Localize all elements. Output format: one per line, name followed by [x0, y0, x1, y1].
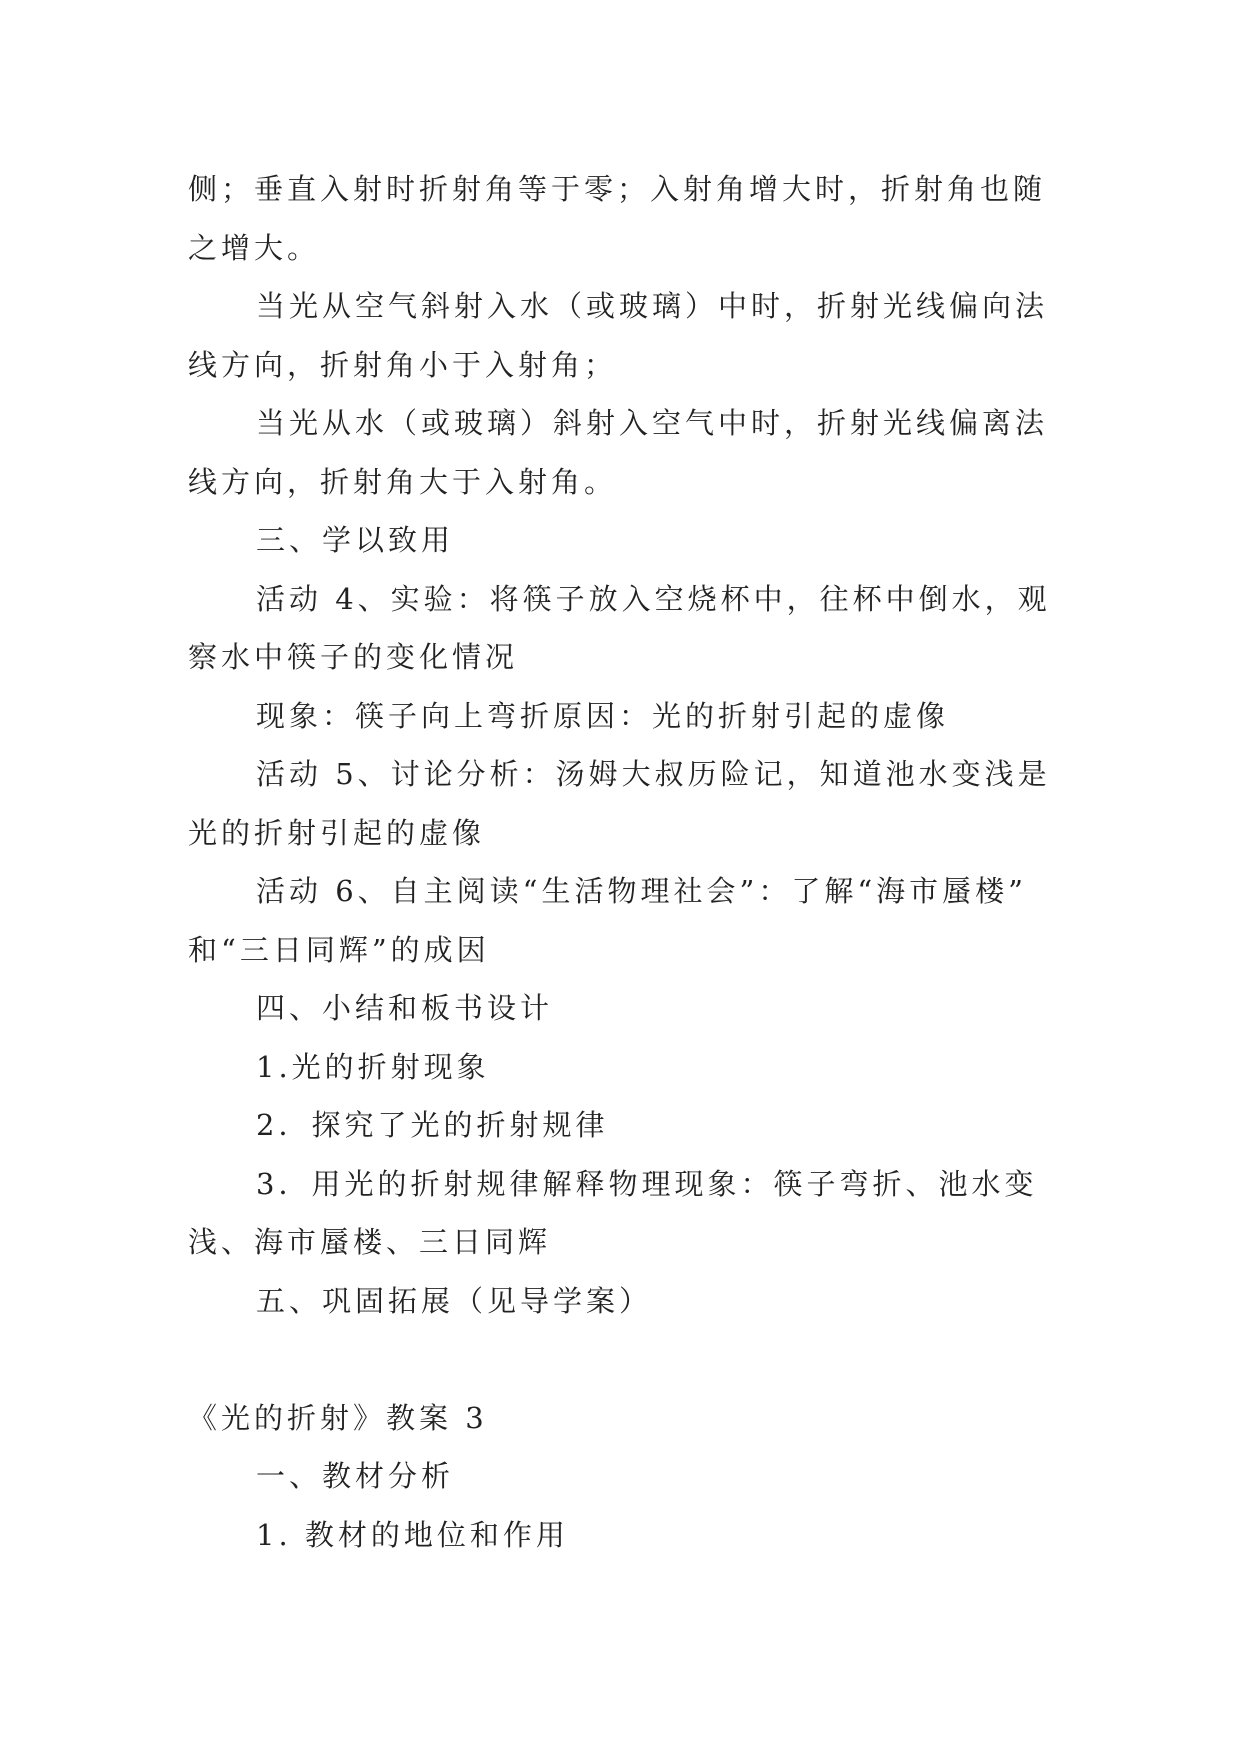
blank-line [188, 1330, 1060, 1389]
text-line: 浅、海市蜃楼、三日同辉 [188, 1225, 552, 1259]
paragraph-line: 当光从空气斜射入水（或玻璃）中时，折射光线偏向法 [256, 289, 1049, 323]
text-line: 线方向，折射角小于入射角； [188, 347, 618, 382]
document-body [188, 160, 1060, 1564]
text-line: 光的折射引起的虚像 [188, 815, 486, 850]
section-heading: 三、学以致用 [256, 523, 455, 557]
paragraph-line: 活动 6、自主阅读“生活物理社会”：了解“海市蜃楼” [256, 874, 1027, 908]
text-line: 和“三日同辉”的成因 [188, 932, 490, 967]
section-heading: 一、教材分析 [256, 1459, 455, 1493]
document-title: 《光的折射》教案 3 [188, 1400, 488, 1435]
list-item: 1.光的折射现象 [256, 1049, 490, 1084]
paragraph-line: 现象：筷子向上弯折原因：光的折射引起的虚像 [256, 698, 950, 733]
list-item: 2．探究了光的折射规律 [256, 1108, 609, 1142]
paragraph-line: 当光从水（或玻璃）斜射入空气中时，折射光线偏离法 [256, 406, 1049, 440]
paragraph-line: 活动 4、实验：将筷子放入空烧杯中，往杯中倒水，观 [256, 581, 1051, 616]
text-line: 线方向，折射角大于入射角。 [188, 464, 618, 499]
section-heading: 四、小结和板书设计 [256, 991, 554, 1025]
text-line: 之增大。 [188, 230, 321, 265]
list-item: 1. 教材的地位和作用 [256, 1517, 569, 1552]
paragraph-line: 活动 5、讨论分析：汤姆大叔历险记，知道池水变浅是 [256, 757, 1051, 791]
text-line: 察水中筷子的变化情况 [188, 640, 519, 674]
text-line: 侧；垂直入射时折射角等于零；入射角增大时，折射角也随 [188, 172, 1047, 206]
list-item: 3．用光的折射规律解释物理现象：筷子弯折、池水变 [256, 1166, 1038, 1201]
section-heading: 五、巩固拓展（见导学案） [256, 1283, 653, 1318]
